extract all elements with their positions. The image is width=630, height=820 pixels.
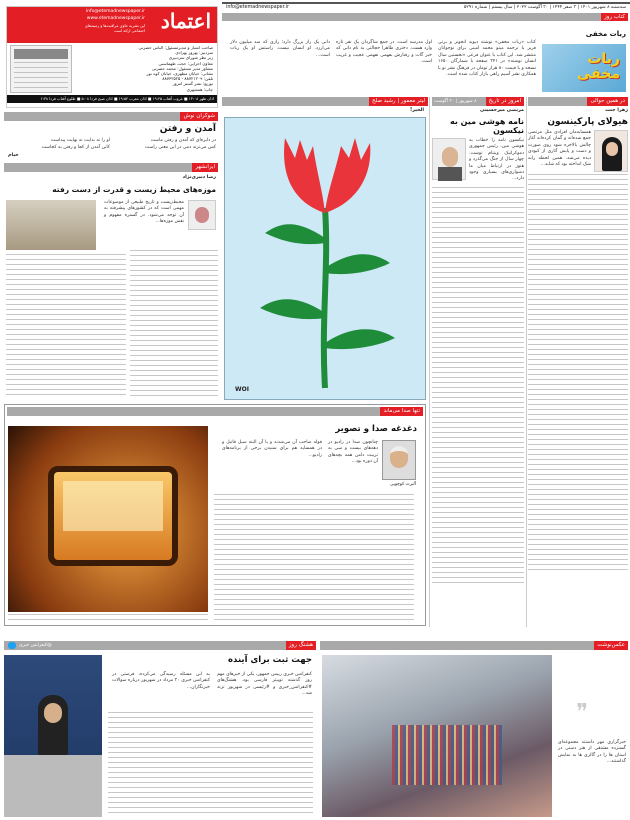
author: رضا دبیری‌نژاد (182, 175, 216, 180)
hashtag-bar (4, 641, 316, 650)
article-body-continued (528, 174, 628, 574)
nearby-bar (528, 97, 628, 106)
staff-line: معاون اجرایی: حجت طهماسبی (158, 60, 213, 66)
book-text-3: دانی یک راز بزرگ دارد؛ رازی که صد میلیون دلار می‌ارزد. او انسان نیست. راستش او یک ربات است... (230, 40, 330, 58)
cartoon-image (224, 117, 426, 400)
section-tab: ایرانشهر (192, 163, 218, 172)
article-body-continued (432, 187, 524, 587)
column-divider (429, 97, 430, 627)
section-tab: کتاب روز (601, 13, 628, 21)
staff-line: تلفن: ۸۸۷۲۱۲۰۹ - ۸۸۷۳۲۵۲۵ (162, 76, 213, 82)
photo-note-bar (320, 641, 628, 650)
caption-lines (8, 614, 208, 624)
author-photo (594, 130, 628, 172)
article-body-continued (130, 250, 218, 398)
author: مرتضی میرحسینی (479, 108, 524, 113)
flower-illustration (225, 118, 425, 399)
section-tab: امروز در تاریخ (486, 97, 524, 106)
column-divider (526, 97, 527, 627)
history-date: ۸ شهریور | ۳۰ آگوست (434, 99, 477, 104)
radio-photo (8, 426, 208, 612)
staff-line: زیر نظر شورای سردبیری (168, 55, 213, 61)
cartoon-signature: WOI (235, 386, 249, 393)
book-section-bar (222, 13, 628, 21)
masthead-slogan: این نشریه حاوی مراقبت‌ها و زمینه‌های اجتماعی ارائه است (84, 23, 145, 33)
nearby-column (528, 108, 628, 628)
front-page-thumbnail (10, 45, 72, 93)
article-title: دغدغه صدا و تصویر (335, 424, 417, 434)
article-body: همسایه‌مان افرادی مثل مرتضی جمع شده‌اند و گمان کرده‌اند آغاز چالش بالاخره شود روی صورت و دست و پایش آثاری از کبودی دیده می‌شد. همین لحظه رابه شک انداخته بود که شاید... (528, 130, 591, 168)
logo-box (7, 7, 217, 43)
author: زهرا جنت (605, 108, 628, 113)
staff-line: سردبیر: بهروز بهزادی (175, 50, 213, 56)
poem-line: کاین آمدن از کجا و رفتن به کجاست (41, 145, 110, 150)
poem-title: آمدن و رفتن (159, 124, 216, 134)
masthead-email: info@etemadnewspaper.ir (85, 9, 145, 14)
section-tab: در همین حوالی (587, 97, 628, 106)
section-tab: شوکران نوش (180, 112, 218, 121)
article-body: به این مسئله رسیدگی می‌کرده، فرصتی در کنفرانس خبری ۲۰ مرداد در شهریور درباره سوالات خبرنگاران... (112, 672, 211, 690)
radio-bar (7, 407, 423, 416)
poet: خیام (8, 153, 19, 158)
logo: اعتماد (160, 9, 211, 33)
twitter-handle[interactable]: @کنفرانس خبری (19, 643, 52, 648)
history-bar (432, 97, 524, 106)
book-cover (542, 44, 626, 92)
cartoon-caption: الخیر! (409, 108, 424, 113)
poem-line: کس می‌نزند دمی در این معنی راست (145, 145, 216, 150)
staff-line: چاپ: همشهری (186, 86, 213, 92)
section-tab: هشتگ روز (286, 641, 316, 650)
article-body-continued (214, 494, 414, 620)
section-tab: تنها صدا می‌ماند (380, 407, 423, 416)
staff-line: مشاور مدیر مسئول: محمد حضرتی (151, 65, 213, 71)
article-title: هیولای پارکینسون (547, 117, 628, 127)
article-title: جهت ثبت برای آینده (228, 655, 312, 665)
article-body: قوله صاحب آن می‌شدند و یا آن البته سیل قاتیل و در همسایه هم برای شنیدن برخی از برنامه‌های رادیو... (222, 440, 322, 458)
staff-line: نشانی: خیابان مطهری، خیابان کوه نور (146, 71, 213, 77)
author: آلبرت کوچویی (389, 482, 416, 487)
article-body: چنانچون صدا در رادیو در دهه‌های بیست و سی به تربیت دامن همه بچه‌های آن دوره بود... (328, 440, 378, 465)
article-title: موزه‌های محیط زیست و قدرت از دست رفته (52, 185, 216, 194)
article-body-continued (108, 712, 313, 816)
poem-line: او را نه بدایت نه نهایت پیداست (50, 138, 110, 143)
dateline: سه‌شنبه ۸ شهریور ۱۴۰۱ | ۳ صفر ۱۴۴۴ | ۳۰ آگوست ۲۰۲۲ | سال بیستم | شماره ۵۲۹۱ (463, 5, 626, 10)
author-photo (188, 200, 216, 230)
poem-bar (4, 112, 218, 121)
top-rule (222, 2, 630, 4)
section-tab: عکس‌نوشت (594, 641, 628, 650)
article-body: کنفرانس خبری رییس جمهور، یکی از خبرهای مهم روز گذشته توییتر فارسی بود. هشتگ‌های #کنفرانس_خبری و #رئیسی در شهریور ترند شد... (217, 672, 312, 697)
photo-note-text: خبرگزاری مهر داشتند مجموعه‌ای گسترده مشتقی از هنر دستی در استان ها را در گالری ها به نمایش گذاشتند... (558, 740, 626, 765)
press-conference-photo (4, 655, 102, 817)
article-body: نیکسون نامه را خطاب به هوشی مین، رئیس جمهوری دموکراتیک ویتنام نوشت. چهار سال از جنگ می‌گذرد و هنوز در ارتباط میان ما دشواری‌های بسیاری وجود دارد... (469, 138, 524, 182)
article-body: محیط‌زیست و تاریخ طبیعی از موضوعات مهمی است که در کشورهای پیشرفته به آن توجه می‌شود. در گستره مفهوم و نقش موزه‌ها... (104, 200, 184, 225)
masthead (6, 6, 218, 108)
staff-list (75, 45, 213, 92)
prayer-times: اذان ظهر ۱۳:۰۸ ■ غروب آفتاب ۱۹:۴۵ ■ اذان مغرب ۱۹:۵۴ ■ اذان صبح فردا ۵:۰۸ ■ طلوع آفتاب فردا ۶:۳۸ (7, 95, 217, 103)
museum-photo (6, 200, 96, 250)
masthead-site: www.etemadnewspaper.ir (86, 16, 145, 21)
quote-icon: ❞ (576, 700, 588, 725)
section-tab: لیتر معمور | رشید صلح (369, 97, 428, 106)
email: info@etemadnewspaper.ir (226, 5, 289, 10)
book-text-2: اول مدرسه است. در جمع شاگردان یک نفر تازه وارد هست. دختری ظاهرا خجالتی به نام دانی که خبر گات و رفتارش بفهمی نفهمی عجیب و غریب است. (336, 40, 432, 65)
weaving-photo (322, 655, 552, 817)
museum-bar (4, 163, 218, 172)
cartoon-bar (222, 97, 428, 106)
poem-line: در دایره‌ای که آمدن و رفتن ماست (150, 138, 216, 143)
article-title: نامه هوشی مین به نیکسون (450, 117, 524, 135)
book-cover-title: ربات مخفی (577, 51, 620, 82)
author-photo (432, 138, 466, 180)
staff-line: صاحب امتیاز و مدیرمسئول: الیاس حضرتی (138, 45, 213, 50)
history-column (432, 108, 524, 628)
twitter-icon[interactable] (8, 642, 16, 649)
author-photo (382, 440, 416, 480)
staff-line: توزیع: نشر گستر امروز (172, 81, 213, 87)
article-body-continued (6, 254, 126, 398)
book-title: ربات مخفی (585, 30, 626, 38)
book-text-1: کتاب «ربات مخفی» نوشته دیوید انجونز و برتی فریز با ترجمه مینو محمد امینی برای نوجوانان منتشر شد. این کتاب با عنوان فرعی «نخستین سال انسان نوشته» در ۲۴۱ صفحه با شمارگان ۱۶۵۰ نسخه و با قیمت ۸۰ هزار تومان در فرهنگ نشر نو با همکاری نشر آسیم راهی بازار کتاب شده است. (438, 40, 536, 78)
